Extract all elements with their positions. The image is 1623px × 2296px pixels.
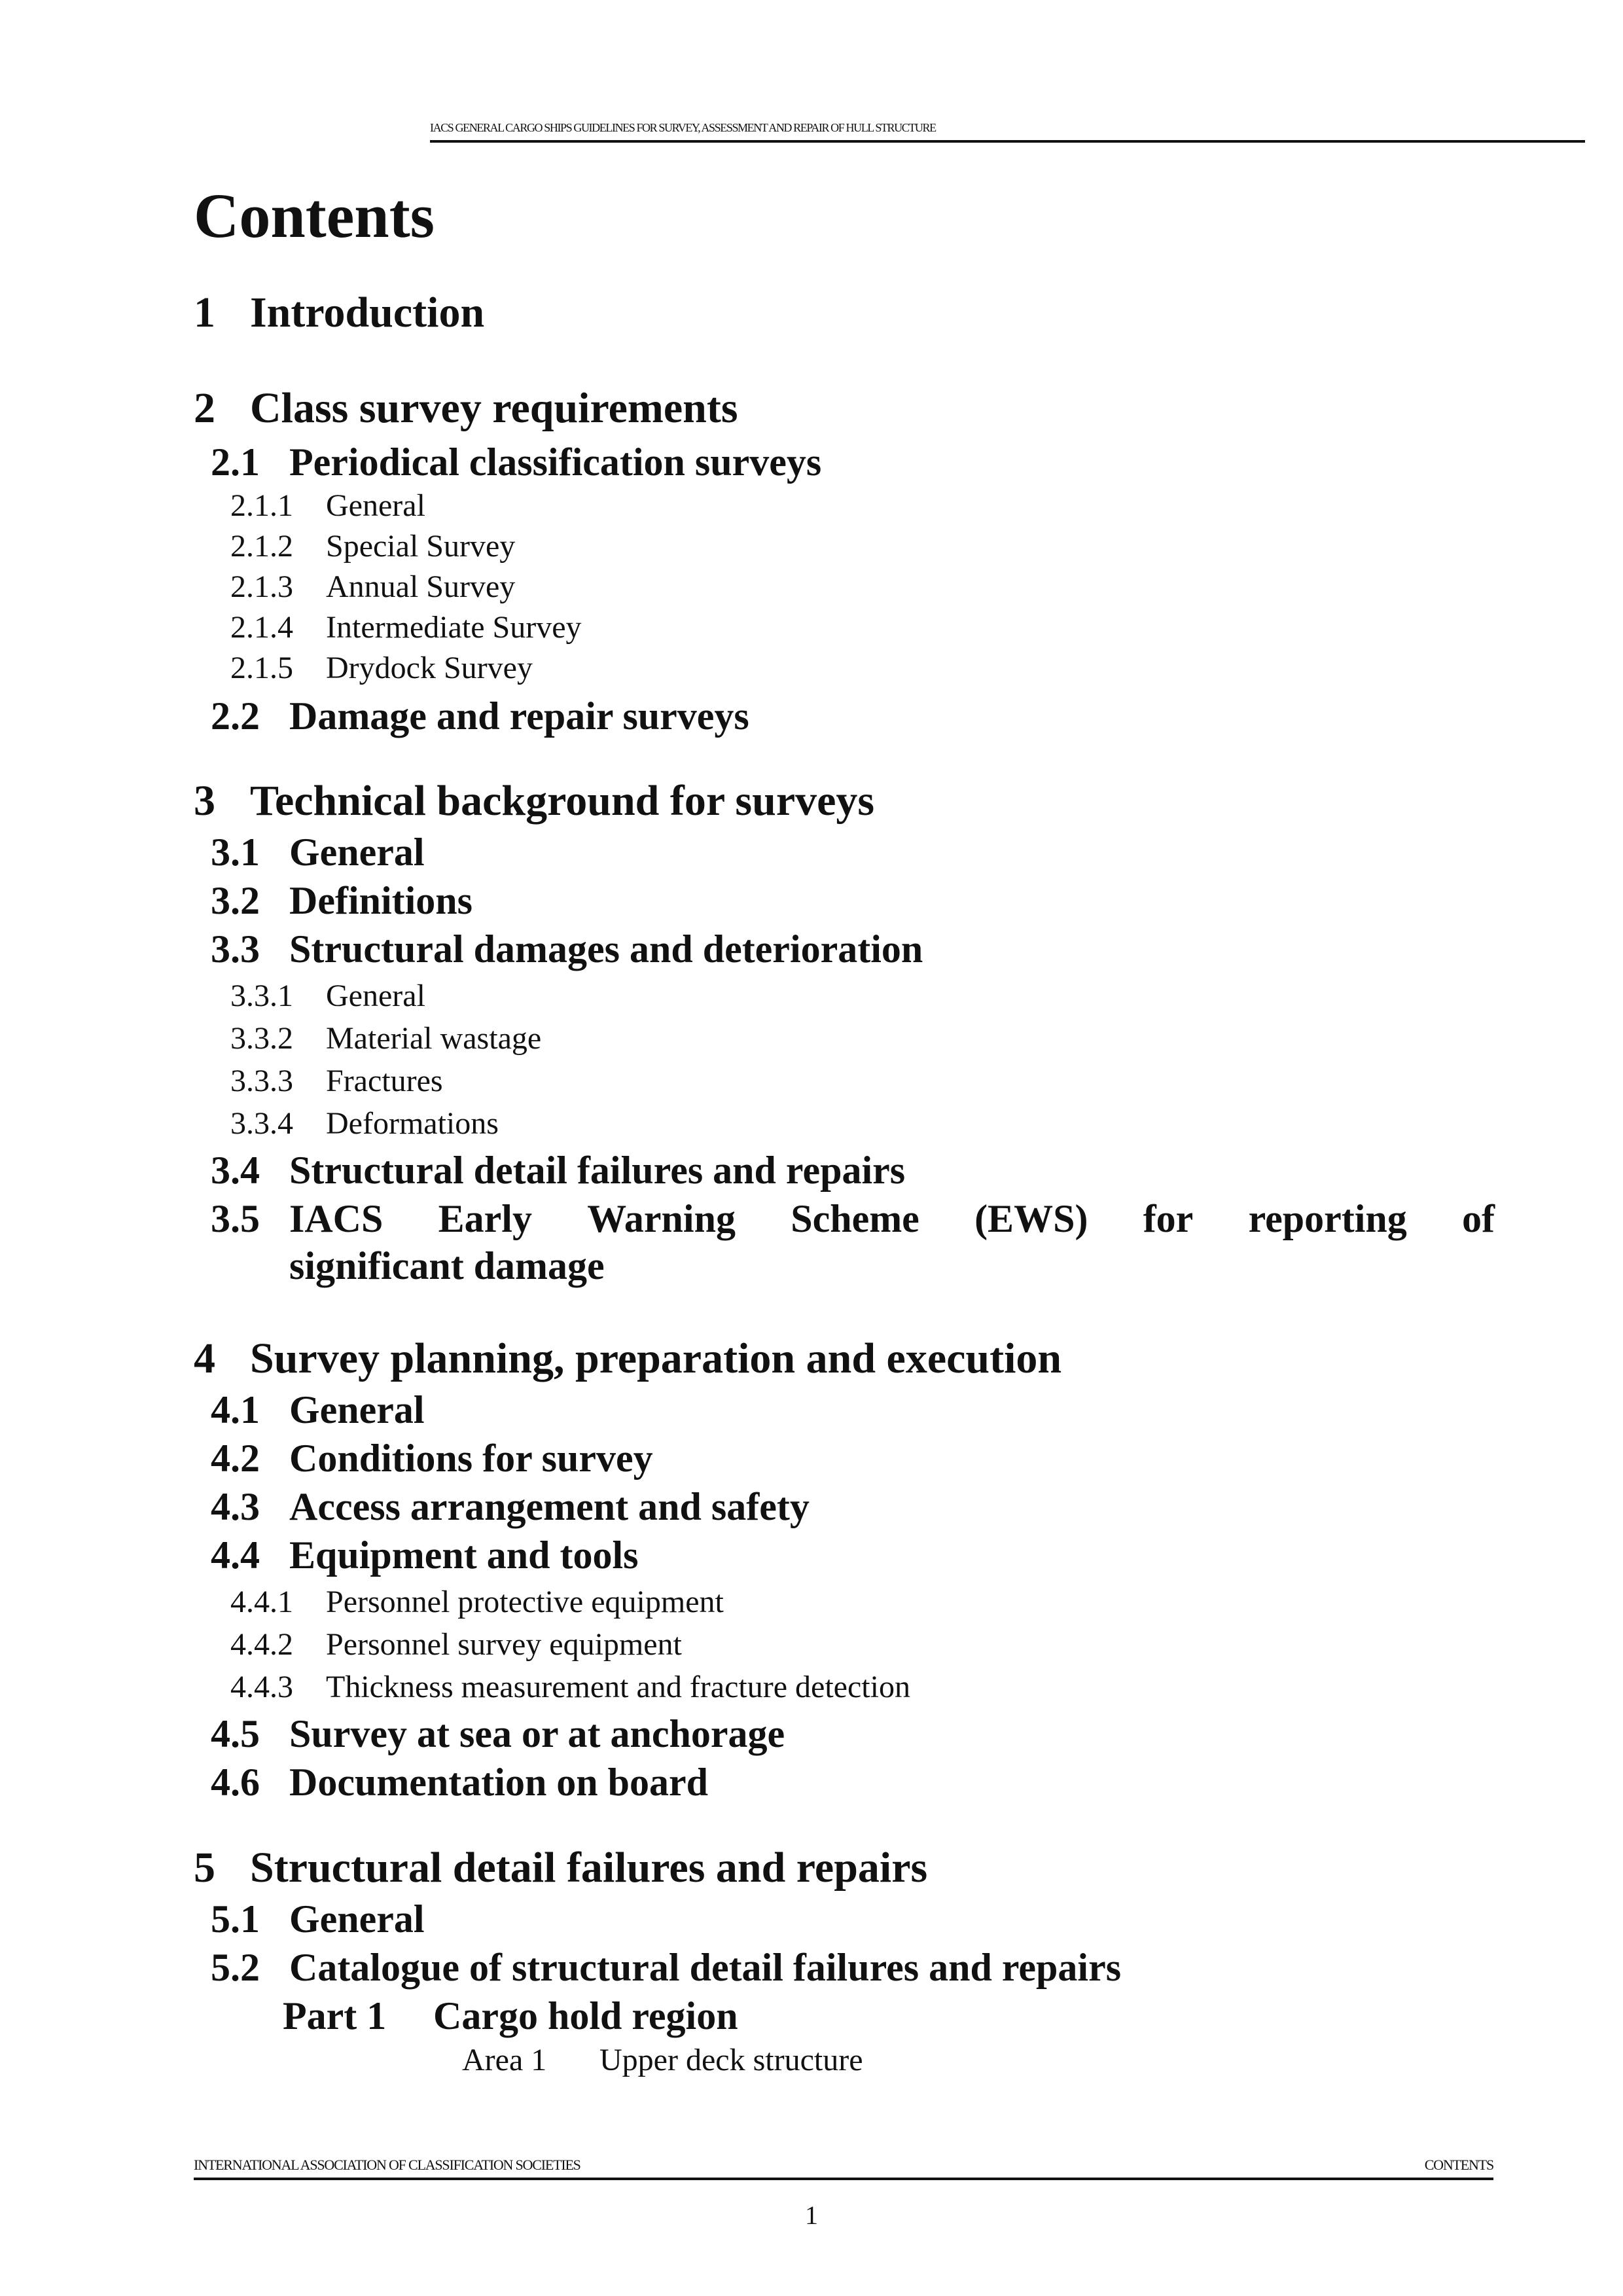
toc-title: General (289, 831, 425, 874)
toc-entry-4-4-3[interactable] (230, 1668, 910, 1707)
toc-number: 3 (194, 777, 215, 825)
toc-entry-1[interactable] (194, 287, 484, 339)
toc-number: 4.2 (211, 1437, 260, 1480)
toc-number: 3.3.2 (230, 1021, 293, 1056)
toc-entry-2-1-5[interactable] (230, 649, 533, 688)
toc-number: 2.1.3 (230, 569, 293, 604)
toc-title: Deformations (326, 1106, 499, 1141)
toc-title: Damage and repair surveys (289, 694, 749, 738)
toc-entry-3-5[interactable] (211, 1195, 1495, 1289)
toc-title-word: of (1462, 1197, 1495, 1240)
toc-entry-4-4[interactable] (211, 1532, 639, 1579)
toc-entry-part-1[interactable] (283, 1992, 738, 2039)
toc-entry-2[interactable] (194, 382, 738, 435)
toc-number: 3.3.4 (230, 1106, 293, 1141)
toc-number: Area 1 (462, 2043, 547, 2077)
toc-entry-2-1-4[interactable] (230, 608, 582, 647)
toc-number: 4.4.1 (230, 1585, 293, 1619)
toc-title: Conditions for survey (289, 1437, 653, 1480)
toc-entry-3-3-1[interactable] (230, 977, 425, 1016)
toc-number: 4.5 (211, 1712, 260, 1755)
toc-title: Periodical classification surveys (289, 440, 822, 484)
toc-number: 5.2 (211, 1946, 260, 1989)
toc-number: 3.1 (211, 831, 260, 874)
toc-title: Survey planning, preparation and execution (250, 1335, 1062, 1382)
toc-number: 4.3 (211, 1485, 260, 1528)
toc-entry-3-4[interactable] (211, 1147, 905, 1194)
toc-title: Personnel survey equipment (326, 1627, 682, 1662)
toc-title: Class survey requirements (250, 384, 738, 432)
toc-number: 5.1 (211, 1897, 260, 1941)
toc-title: Special Survey (326, 529, 516, 564)
toc-title: Catalogue of structural detail failures and repairs (289, 1946, 1122, 1989)
toc-title: Survey at sea or at anchorage (289, 1712, 785, 1755)
toc-title: General (326, 978, 425, 1013)
toc-title: Cargo hold region (433, 1994, 738, 2037)
toc-title: Thickness measurement and fracture detection (326, 1670, 910, 1704)
toc-entry-3[interactable] (194, 775, 874, 827)
toc-title: Drydock Survey (326, 651, 533, 685)
toc-entry-3-1[interactable] (211, 829, 425, 876)
toc-entry-3-2[interactable] (211, 877, 473, 924)
toc-number: 5 (194, 1844, 215, 1892)
toc-number: 3.4 (211, 1149, 260, 1192)
toc-entry-4-3[interactable] (211, 1483, 810, 1530)
toc-title: Technical background for surveys (250, 777, 875, 825)
toc-title: Fractures (326, 1064, 443, 1098)
toc-entry-2-1-3[interactable] (230, 567, 515, 607)
toc-number: 4.4.3 (230, 1670, 293, 1704)
toc-title-word: for (1143, 1197, 1194, 1240)
toc-title: Documentation on board (289, 1761, 709, 1804)
toc-entry-2-1[interactable] (211, 439, 821, 486)
toc-entry-4[interactable] (194, 1333, 1061, 1385)
toc-title-word: Scheme (791, 1197, 919, 1240)
toc-number: 2.1.2 (230, 529, 293, 564)
toc-number: 4.4.2 (230, 1627, 293, 1662)
toc-title-word: reporting (1248, 1197, 1407, 1240)
toc-number: Part 1 (283, 1994, 387, 2037)
toc-number: 2.1 (211, 440, 260, 484)
toc-title: Material wastage (326, 1021, 542, 1056)
toc-entry-4-6[interactable] (211, 1759, 708, 1806)
toc-title-word: Warning (587, 1197, 736, 1240)
toc-number: 3.3 (211, 927, 260, 971)
toc-entry-5-1[interactable] (211, 1895, 425, 1943)
toc-number: 2.2 (211, 694, 260, 738)
toc-number: 3.5 (211, 1197, 260, 1240)
page-title: Contents (194, 181, 435, 251)
toc-number: 4.6 (211, 1761, 260, 1804)
toc-entry-5-2[interactable] (211, 1944, 1121, 1991)
toc-entry-4-5[interactable] (211, 1710, 785, 1757)
toc-number: 3.3.1 (230, 978, 293, 1013)
page-number: 1 (805, 2200, 818, 2230)
toc-title-word: IACS (289, 1197, 383, 1240)
toc-title: General (289, 1897, 425, 1941)
toc-number: 1 (194, 289, 215, 336)
toc-title: Definitions (289, 879, 473, 922)
toc-entry-3-3[interactable] (211, 925, 923, 973)
toc-title-word: Early (438, 1197, 532, 1240)
toc-entry-4-2[interactable] (211, 1435, 653, 1482)
toc-number: 2.1.4 (230, 610, 293, 645)
toc-number: 4 (194, 1335, 215, 1382)
toc-entry-2-1-2[interactable] (230, 527, 515, 566)
toc-number: 2 (194, 384, 215, 432)
toc-title: Upper deck structure (599, 2043, 863, 2077)
toc-title: Introduction (250, 289, 485, 336)
toc-entry-3-3-3[interactable] (230, 1062, 443, 1101)
toc-title: Structural detail failures and repairs (250, 1844, 928, 1892)
toc-number: 4.4 (211, 1534, 260, 1577)
toc-entry-3-3-4[interactable] (230, 1104, 499, 1143)
toc-entry-4-4-2[interactable] (230, 1625, 682, 1664)
toc-title-continuation: significant damage (289, 1244, 605, 1287)
toc-entry-5[interactable] (194, 1842, 927, 1894)
running-header: IACS GENERAL CARGO SHIPS GUIDELINES FOR SURVEY, ASSESSMENT AND REPAIR OF HULL STRUCTURE (430, 118, 1585, 143)
footer-section: CONTENTS (1424, 2157, 1493, 2173)
toc-number: 3.2 (211, 879, 260, 922)
toc-title: Intermediate Survey (326, 610, 582, 645)
toc-title: General (289, 1388, 425, 1431)
toc-entry-2-2[interactable] (211, 692, 749, 740)
toc-title: Equipment and tools (289, 1534, 639, 1577)
toc-entry-4-1[interactable] (211, 1386, 425, 1433)
toc-number: 3.3.3 (230, 1064, 293, 1098)
toc-entry-2-1-1[interactable] (230, 486, 425, 526)
toc-title: Annual Survey (326, 569, 516, 604)
toc-title: Access arrangement and safety (289, 1485, 810, 1528)
toc-number: 2.1.5 (230, 651, 293, 685)
toc-number: 4.1 (211, 1388, 260, 1431)
toc-title: Structural damages and deterioration (289, 927, 923, 971)
toc-number: 2.1.1 (230, 488, 293, 523)
toc-entry-3-3-2[interactable] (230, 1019, 541, 1058)
toc-title: Structural detail failures and repairs (289, 1149, 906, 1192)
toc-entry-4-4-1[interactable] (230, 1583, 724, 1622)
toc-title: General (326, 488, 425, 523)
toc-entry-area-1[interactable] (462, 2041, 863, 2080)
footer-organization: INTERNATIONAL ASSOCIATION OF CLASSIFICATION SOCIETIES (194, 2157, 580, 2173)
toc-title-word: (EWS) (974, 1197, 1088, 1240)
page-footer (194, 2155, 1493, 2180)
toc-title: Personnel protective equipment (326, 1585, 724, 1619)
